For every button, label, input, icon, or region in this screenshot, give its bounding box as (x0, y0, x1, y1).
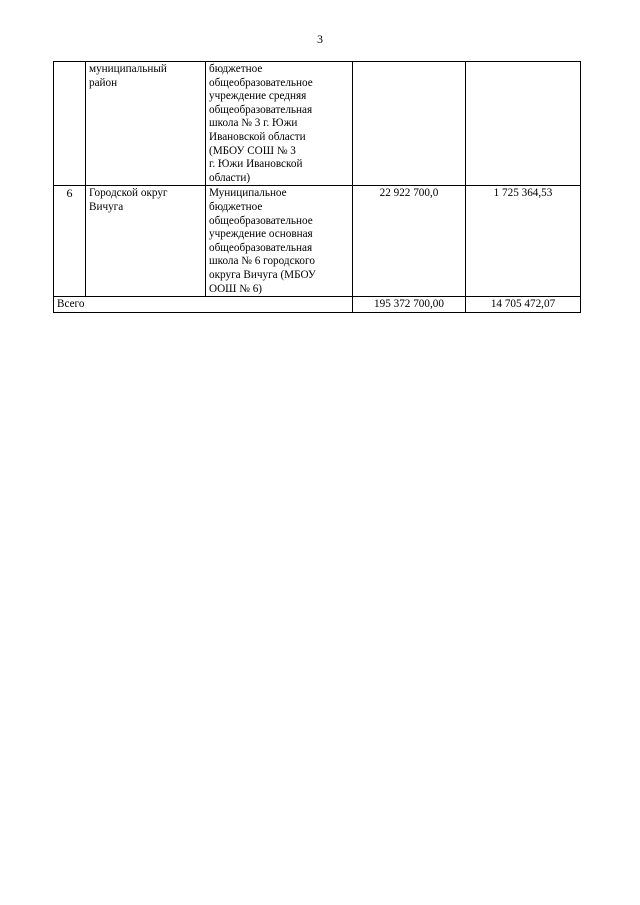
institution-cell: Муниципальное бюджетное общеобразовательное учреждение основная общеобразовательная школа № 6 городского округа Вичуга (МБОУ ООШ № 6) (206, 186, 353, 297)
total-label: Всего (54, 297, 353, 313)
funding-table (53, 61, 581, 313)
amount-total-cell (353, 62, 466, 186)
row-number: 6 (54, 186, 86, 297)
total-row (54, 297, 581, 313)
table-row (54, 186, 581, 297)
institution-cell: бюджетное общеобразовательное учреждение средняя общеобразовательная школа № 3 г. Южи Ивановской области (МБОУ СОШ № 3 г. Южи Ивановской области) (206, 62, 353, 186)
total-amount-total: 195 372 700,00 (353, 297, 466, 313)
row-number (54, 62, 86, 186)
amount-total-cell: 22 922 700,0 (353, 186, 466, 297)
page-number: 3 (317, 32, 323, 46)
amount-second-cell: 1 725 364,53 (466, 186, 581, 297)
total-amount-second: 14 705 472,07 (466, 297, 581, 313)
table-row (54, 62, 581, 186)
amount-second-cell (466, 62, 581, 186)
municipality-cell: Городской округ Вичуга (86, 186, 206, 297)
municipality-cell: муниципальный район (86, 62, 206, 186)
